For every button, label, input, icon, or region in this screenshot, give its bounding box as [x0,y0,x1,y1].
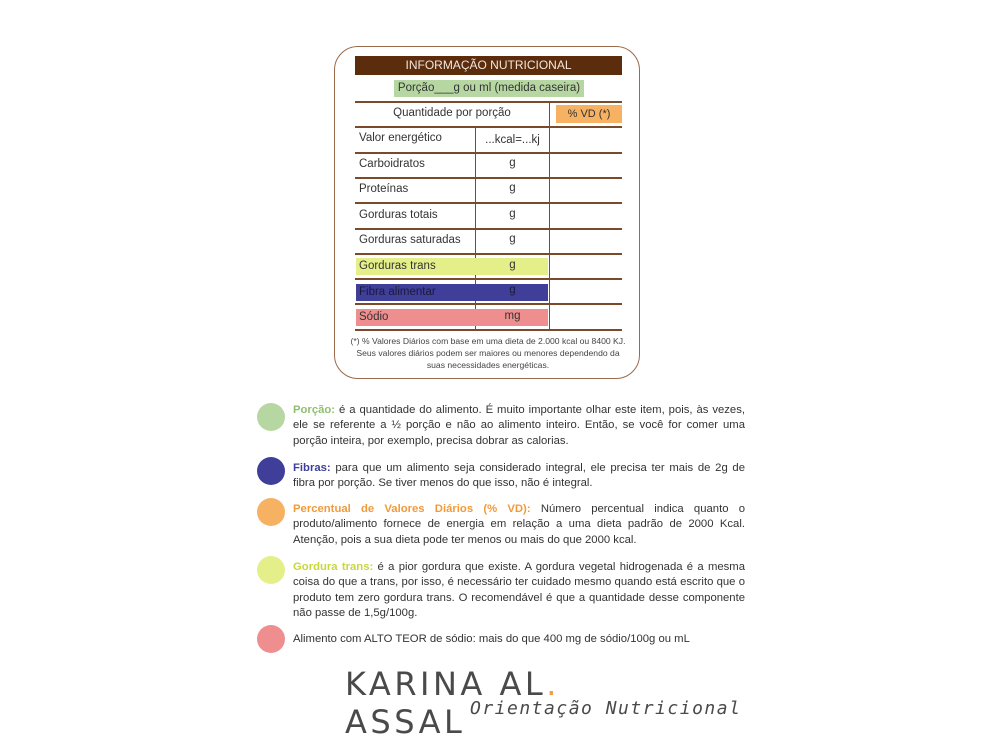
legend-text [293,403,745,449]
legend-description: é a quantidade do alimento. É muito importante olhar este item, pois, às vezes, ele se referente a ½ porção e não ao alimento inteiro. Então, se você for comer uma porção inteira, por exemplo, precisa dobrar as calorias. [293,404,745,447]
row-unit: g [509,259,516,271]
legend-text [293,560,745,622]
label-title: INFORMAÇÃO NUTRICIONAL [355,56,622,75]
row-name: Sódio [359,311,389,323]
legend-description: Número percentual indica quanto o produto/alimento fornece de energia em relação a uma dieta padrão de 2000 Kcal. Atenção, pois a sua dieta pode ter menos ou mais do que 2000 kcal. [293,503,745,546]
row-name: Gorduras trans [359,260,436,272]
brand-name-dot: . [546,665,560,703]
legend-term: Porção: [293,404,336,416]
red-dot-icon [257,625,285,653]
row-unit: mg [504,310,521,322]
green-dot-icon [257,403,285,431]
divider [355,329,622,331]
divider [355,152,622,154]
divider [355,253,622,255]
row-unit: g [509,208,516,220]
row-name: Valor energético [359,132,442,144]
divider [355,202,622,204]
divider [355,177,622,179]
divider [355,126,622,128]
brand-subtitle: Orientação Nutricional [470,698,742,719]
row-unit: g [509,182,516,194]
row-unit: ...kcal=...kj [485,134,540,146]
legend-text [293,502,745,548]
portion-bar: Porção___g ou ml (medida caseira) [394,80,584,97]
legend-term: Percentual de Valores Diários (% VD): [293,503,531,515]
brand-name-part1: KARINA AL [345,665,547,703]
yellow-dot-icon [257,556,285,584]
row-unit: g [509,157,516,169]
brand-name-part2: ASSAL [345,703,466,741]
legend-text [293,461,745,492]
legend-term: Fibras: [293,462,331,474]
column-divider [549,101,550,329]
divider [355,228,622,230]
legend-description: Alimento com ALTO TEOR de sódio: mais do que 400 mg de sódio/100g ou mL [293,633,690,645]
orange-dot-icon [257,498,285,526]
row-unit: g [509,284,516,296]
row-name: Proteínas [359,183,409,195]
header-vd: % VD (*) [556,105,622,123]
divider [355,303,622,305]
row-name: Fibra alimentar [359,286,436,298]
footnote: (*) % Valores Diários com base em uma dieta de 2.000 kcal ou 8400 KJ. Seus valores diários podem ser maiores ou menores dependendo da suas necessidades energéticas. [350,336,626,370]
legend-text [293,632,745,647]
legend-term: Gordura trans: [293,561,374,573]
row-unit: g [509,233,516,245]
row-name: Gorduras saturadas [359,234,461,246]
divider [355,101,622,103]
legend-description: para que um alimento seja considerado integral, ele precisa ter mais de 2g de fibra por porção. Se tiver menos do que isso, não é integral. [293,462,745,490]
row-name: Gorduras totais [359,209,438,221]
header-quantity: Quantidade por porção [393,107,511,119]
legend-description: é a pior gordura que existe. A gordura vegetal hidrogenada é a mesma coisa do que a trans, por isso, é necessário ter cuidado mesmo quando está escrito que o produto tem zero gordura trans. O recomendável é que a quantidade desse componente não passe de 1,5g/100g. [293,561,745,620]
divider [355,278,622,280]
blue-dot-icon [257,457,285,485]
row-name: Carboidratos [359,158,425,170]
